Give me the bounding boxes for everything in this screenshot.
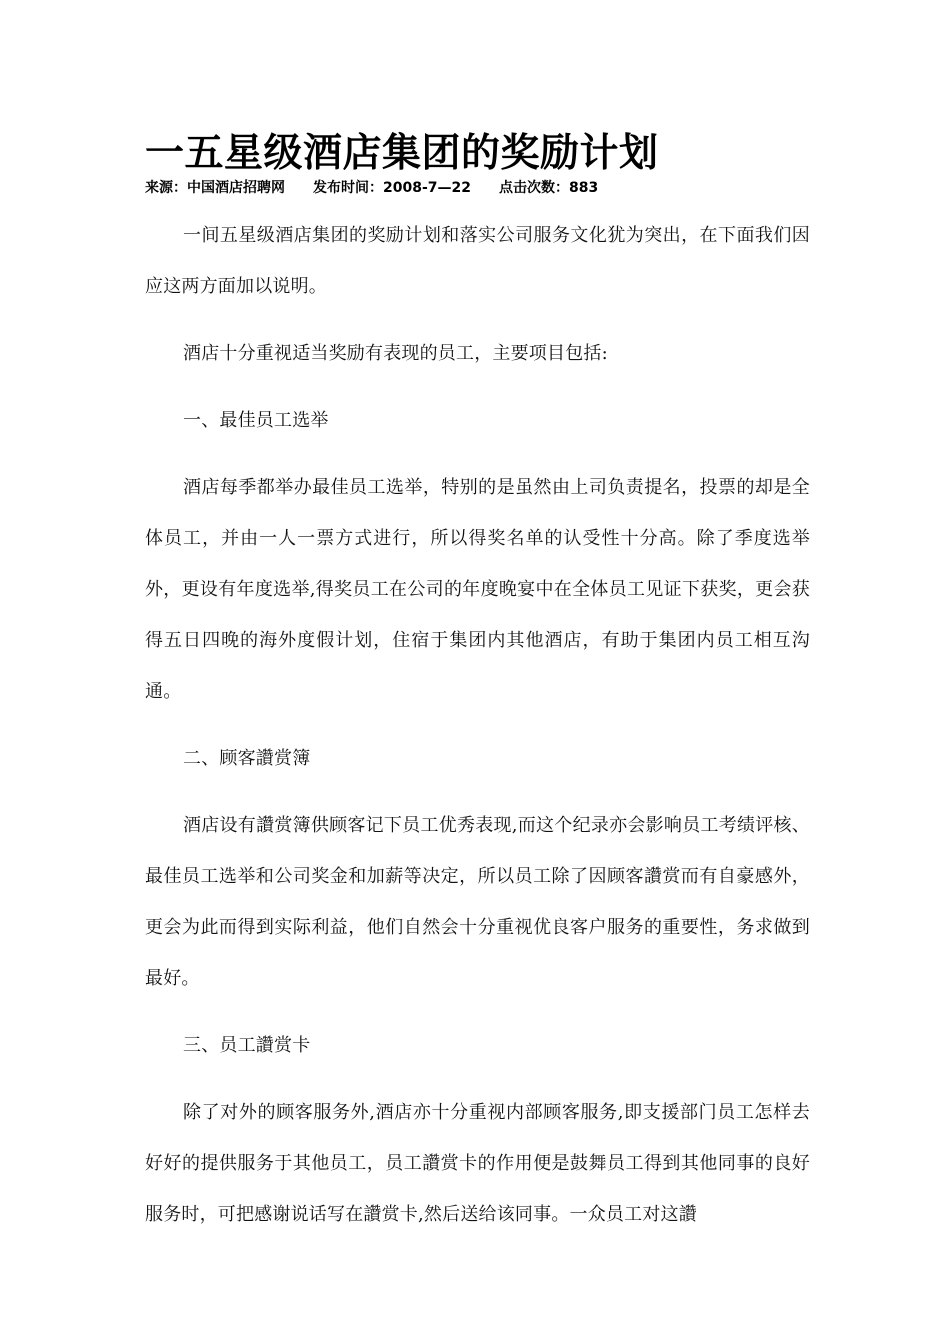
- section-heading-2: 二、顾客讚赏簿: [183, 748, 311, 769]
- paragraph-lead: 酒店十分重视适当奖励有表现的员工，主要项目包括:: [183, 343, 608, 364]
- article-meta: [145, 178, 810, 198]
- section-heading-1: 一、最佳员工选举: [183, 410, 329, 431]
- publish-date: 发布时间：2008-7—22: [313, 180, 471, 196]
- paragraph-section-2: 酒店设有讚赏簿供顾客记下员工优秀表现,而这个纪录亦会影响员工考绩评核、最佳员工选举和公司奖金和加薪等决定，所以员工除了因顾客讚赏而有自豪感外，更会为此而得到实际利益，他们自然会十分重视优良客户服务的重要性，务求做到最好。: [145, 815, 810, 989]
- paragraph-section-1: 酒店每季都举办最佳员工选举，特别的是虽然由上司负责提名，投票的却是全体员工，并由一人一票方式进行，所以得奖名单的认受性十分高。除了季度选举外，更设有年度选举,得奖员工在公司的年度晚宴中在全体员工见证下获奖，更会获得五日四晚的海外度假计划，住宿于集团内其他酒店，有助于集团内员工相互沟通。: [145, 477, 810, 702]
- click-count: 点击次数：883: [499, 180, 599, 196]
- article: [145, 128, 810, 1240]
- paragraph-section-3: 除了对外的顾客服务外,酒店亦十分重视内部顾客服务,即支援部门员工怎样去好好的提供服务于其他员工，员工讚赏卡的作用便是鼓舞员工得到其他同事的良好服务时，可把感谢说话写在讚赏卡,然后送给该同事。一众员工对这讚: [145, 1102, 810, 1225]
- section-heading-3: 三、员工讚赏卡: [183, 1035, 311, 1056]
- article-title: 一五星级酒店集团的奖励计划: [145, 130, 659, 176]
- source-label: 来源：中国酒店招聘网: [145, 180, 285, 196]
- paragraph-intro: 一间五星级酒店集团的奖励计划和落实公司服务文化犹为突出，在下面我们因应这两方面加以说明。: [145, 225, 810, 297]
